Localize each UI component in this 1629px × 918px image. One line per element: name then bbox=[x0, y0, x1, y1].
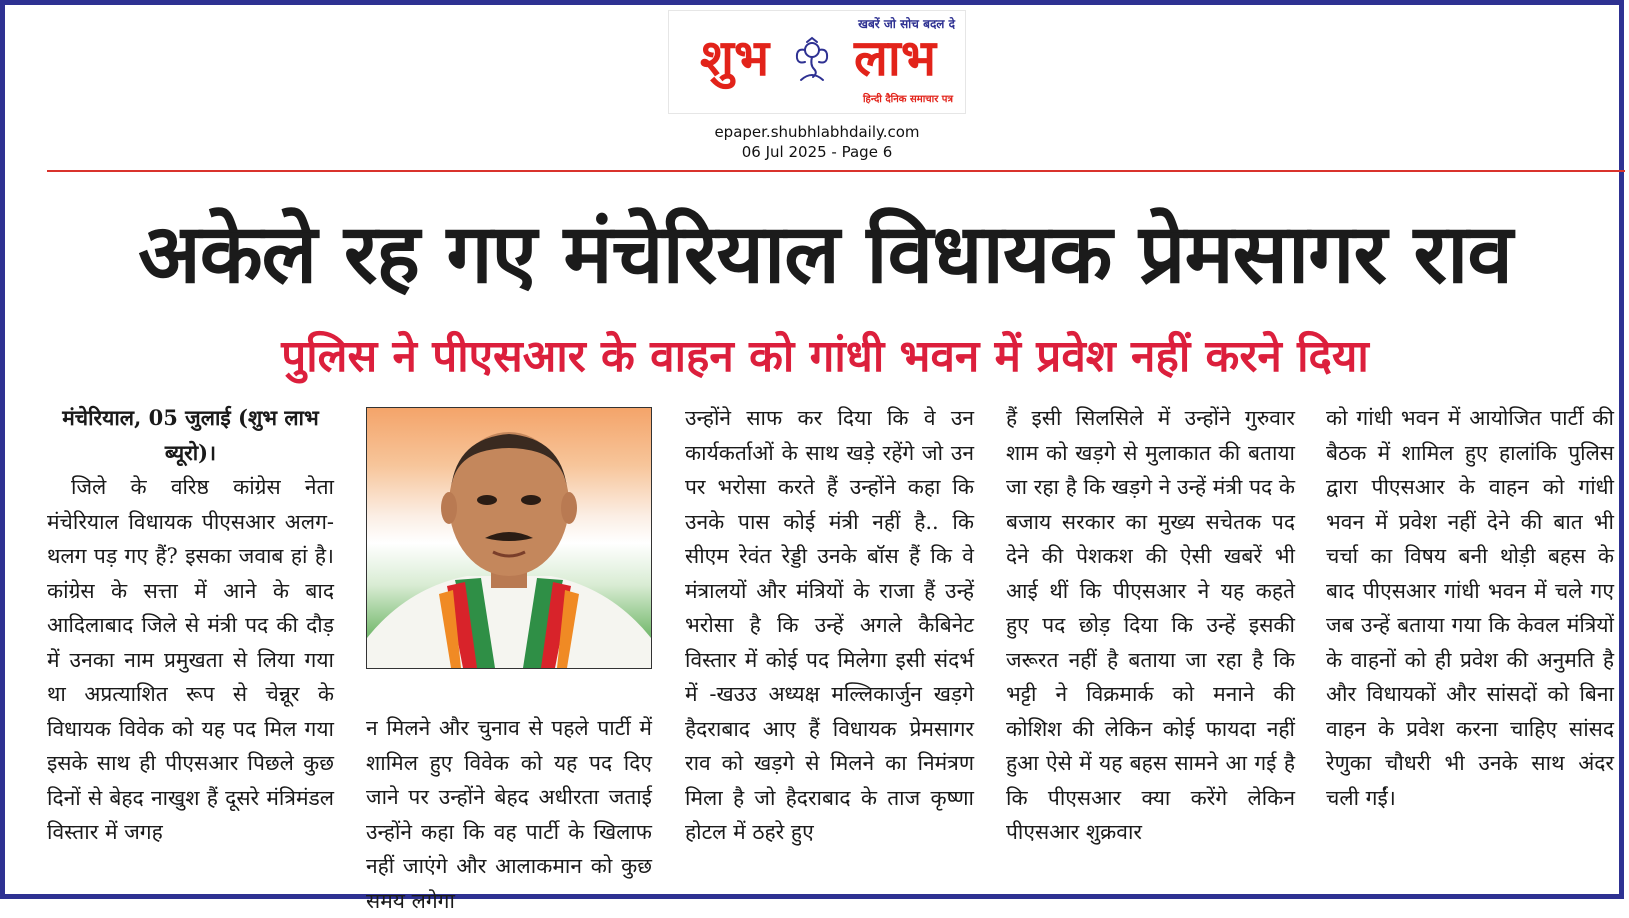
column-1-text: जिले के वरिष्ठ कांग्रेस नेता मंचेरियाल विधायक पीएसआर अलग-थलग पड़ गए हैं? इसका जवाब हां है। कांग्रेस के सत्ता में आने के बाद आदिलाबाद जिले से मंत्री पद की दौड़ में उनका नाम प्रमुखता से लिया गया था अप्रत्याशित रूप से चेन्नूर के विधायक विवेक को यह पद मिल गया इसके साथ ही पीएसआर पिछले कुछ दिनों से बेहद नाखुश हैं दूसरे मंत्रिमंडल विस्तार में जगह bbox=[47, 475, 334, 844]
masthead-tagline: खबरें जो सोच बदल दे bbox=[858, 17, 955, 31]
column-4-text: हैं इसी सिलसिले में उन्होंने गुरुवार शाम को खड़गे से मुलाकात की बताया जा रहा है कि खड़गे ने उन्हें मंत्री पद के बजाय सरकार का मुख्य सचेतक पद देने की पेशकश की ऐसी खबरें भी आई थीं कि पीएसआर ने यह कहते हुए पद छोड़ दिया कि उन्हें इसकी जरूरत नहीं है बताया जा रहा है कि भट्टी ने विक्रमार्क को मनाने की कोशिश की लेकिन कोई फायदा नहीं हुआ ऐसे में यह बहस सामने आ गई है कि पीएसआर क्या करेंगे लेकिन पीएसआर शुक्रवार bbox=[1006, 406, 1295, 844]
article-column-3 bbox=[685, 401, 974, 889]
column-2-text: न मिलने और चुनाव से पहले पार्टी में शामिल हुए विवेक को यह पद दिए जाने पर उन्होंने बेहद अधीरता जताई उन्होंने कहा कि वह पार्टी के खिलाफ नहीं जाएंगे और आलाकमान को कुछ समय लगेगा bbox=[366, 716, 652, 913]
edition-date-page: 06 Jul 2025 - Page 6 bbox=[741, 143, 893, 161]
article-headline: अकेले रह गए मंचेरियाल विधायक प्रेमसागर राव bbox=[138, 207, 1512, 302]
mla-portrait-image bbox=[367, 408, 651, 668]
header-divider bbox=[47, 170, 1625, 172]
article-subheadline: पुलिस ने पीएसआर के वाहन को गांधी भवन में प्रवेश नहीं करने दिया bbox=[281, 331, 1369, 382]
ganesha-icon bbox=[789, 36, 835, 88]
article-column-2 bbox=[366, 711, 652, 913]
article-column-4 bbox=[1006, 401, 1295, 889]
article-column-5 bbox=[1326, 401, 1614, 889]
masthead[interactable] bbox=[668, 10, 966, 114]
masthead-logo bbox=[669, 25, 967, 91]
source-info bbox=[5, 122, 1629, 162]
logo-word-left: शुभ bbox=[700, 28, 770, 87]
article-dateline: मंचेरियाल, 05 जुलाई (शुभ लाभ ब्यूरो)। bbox=[62, 405, 319, 465]
column-3-text: उन्होंने साफ कर दिया कि वे उन कार्यकर्ताओं के साथ खड़े रहेंगे जो उन पर भरोसा करते हैं उन्होंने कहा कि उनके पास कोई मंत्री नहीं है.. कि सीएम रेवंत रेड्डी उनके बॉस हैं कि वे मंत्रालयों और मंत्रियों के राजा हैं उन्हें भरोसा है कि उन्हें अगले कैबिनेट विस्तार में कोई पद मिलेगा इसी संदर्भ में -खउउ अध्यक्ष मल्लिकार्जुन खड़गे हैदराबाद आए हैं विधायक प्रेमसागर राव को खड़गे से मिलने का निमंत्रण मिला है जो हैदराबाद के ताज कृष्णा होटल में ठहरे हुए bbox=[685, 406, 974, 844]
article-photo bbox=[366, 407, 652, 669]
epaper-url[interactable]: epaper.shubhlabhdaily.com bbox=[714, 123, 920, 141]
column-5-text: को गांधी भवन में आयोजित पार्टी की बैठक में शामिल हुए हालांकि पुलिस द्वारा पीएसआर के वाहन को गांधी भवन में प्रवेश नहीं देने की बात भी चर्चा का विषय बनी थोड़ी बहस के बाद पीएसआर गांधी भवन में चले गए जब उन्हें बताया गया कि केवल मंत्रियों के वाहनों को ही प्रवेश की अनुमति है और विधायकों और सांसदों को बिना वाहन के प्रवेश करना चाहिए सांसद रेणुका चौधरी भी उनके साथ अंदर चली गईं। bbox=[1326, 406, 1614, 810]
article-column-1 bbox=[47, 401, 334, 889]
logo-word-right: लाभ bbox=[854, 28, 936, 87]
masthead-subtitle: हिन्दी दैनिक समाचार पत्र bbox=[862, 94, 953, 105]
